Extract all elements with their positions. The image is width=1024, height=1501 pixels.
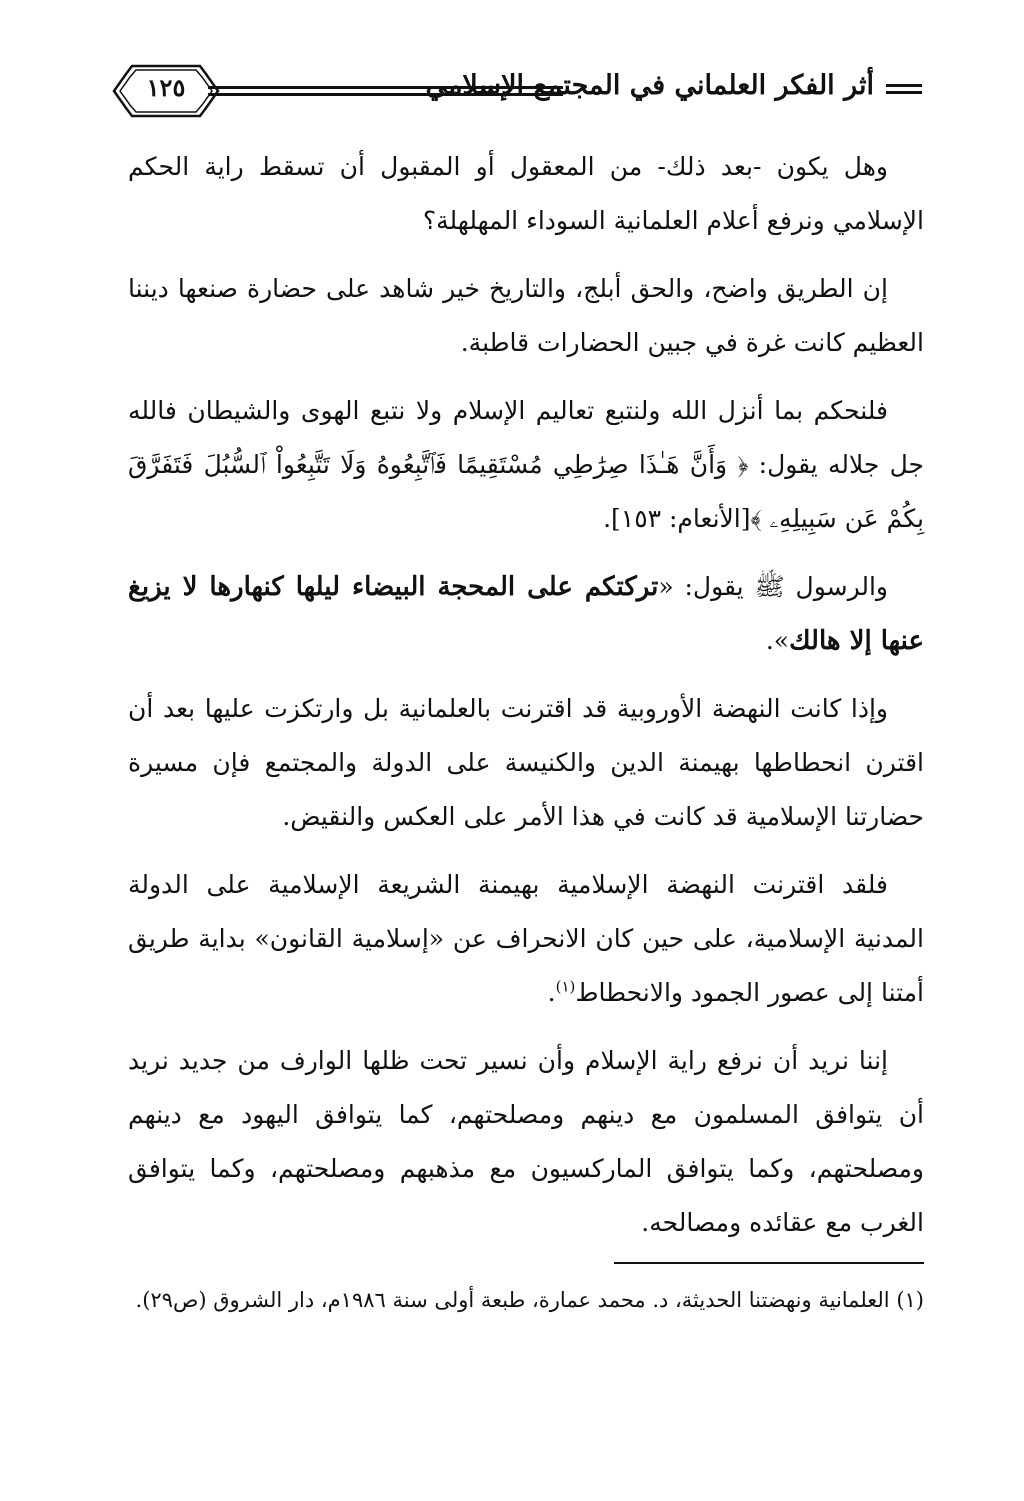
- page-header: [110, 62, 922, 126]
- paragraph-4-intro: والرسول ﷺ يقول: «: [658, 572, 888, 601]
- paragraph-6: [128, 858, 924, 1020]
- paragraph-5: وإذا كانت النهضة الأوروبية قد اقترنت بالعلمانية بل وارتكزت عليها بعد أن اقترن انحطاطها بهيمنة الدين والكنيسة على الدولة والمجتمع فإن مسيرة حضارتنا الإسلامية قد كانت في هذا الأمر على العكس والنقيض.: [128, 694, 924, 831]
- footnote-marker: (١): [555, 977, 576, 996]
- body-text: [128, 140, 924, 1264]
- running-title: أثر الفكر العلماني في المجتمع الإسلامي: [425, 70, 874, 101]
- paragraph-1: وهل يكون -بعد ذلك- من المعقول أو المقبول أن تسقط راية الحكم الإسلامي ونرفع أعلام العلمانية السوداء المهلهلة؟: [128, 152, 924, 235]
- paragraph-7: إننا نريد أن نرفع راية الإسلام وأن نسير تحت ظلها الوارف من جديد نريد أن يتوافق المسلمون مع دينهم ومصلحتهم، كما يتوافق اليهود مع دينهم ومصلحتهم، وكما يتوافق الماركسيون مع مذهبهم ومصلحتهم، وكما يتوافق الغرب مع عقائده ومصالحه.: [128, 1046, 924, 1237]
- hadith-text: تركتكم على المحجة البيضاء ليلها كنهارها لا يزيغ عنها إلا هالك: [128, 572, 924, 656]
- paragraph-6-text: فلقد اقترنت النهضة الإسلامية بهيمنة الشريعة الإسلامية على الدولة المدنية الإسلامية، على حين كان الانحراف عن «إسلامية القانون» بداية طريق أمتنا إلى عصور الجمود والانحطاط: [128, 870, 924, 1007]
- paragraph-2: إن الطريق واضح، والحق أبلج، والتاريخ خير شاهد على حضارة صنعها ديننا العظيم كانت غرة في جبين الحضارات قاطبة.: [128, 274, 924, 357]
- paragraph-3: [128, 384, 924, 546]
- paragraph-3-intro: فلنحكم بما أنزل الله ولنتبع تعاليم الإسلام ولا نتبع الهوى والشيطان فالله جل جلاله يقول:: [128, 396, 925, 479]
- quran-verse: ﴿ وَأَنَّ هَـٰذَا صِرَٰطِي مُسْتَقِيمًا فَٱتَّبِعُوهُ وَلَا تَتَّبِعُواْ ٱلسُّبُلَ فَتَفَرَّقَ بِكُمْ عَن سَبِيلِهِۦ ﴾: [128, 450, 924, 533]
- verse-reference: [الأنعام: ١٥٣].: [603, 504, 751, 533]
- header-dash: [886, 84, 922, 94]
- footnote-rule: [614, 1262, 924, 1264]
- paragraph-6-end: .: [547, 978, 556, 1007]
- page-number: ١٢٥: [146, 73, 186, 102]
- page-number-badge: [110, 62, 222, 120]
- footnote: (١) العلمانية ونهضتنا الحديثة، د. محمد عمارة، طبعة أولى سنة ١٩٨٦م، دار الشروق (ص٢٩).: [135, 1288, 924, 1312]
- paragraph-4-end: ».: [765, 626, 790, 655]
- paragraph-4: [128, 560, 924, 668]
